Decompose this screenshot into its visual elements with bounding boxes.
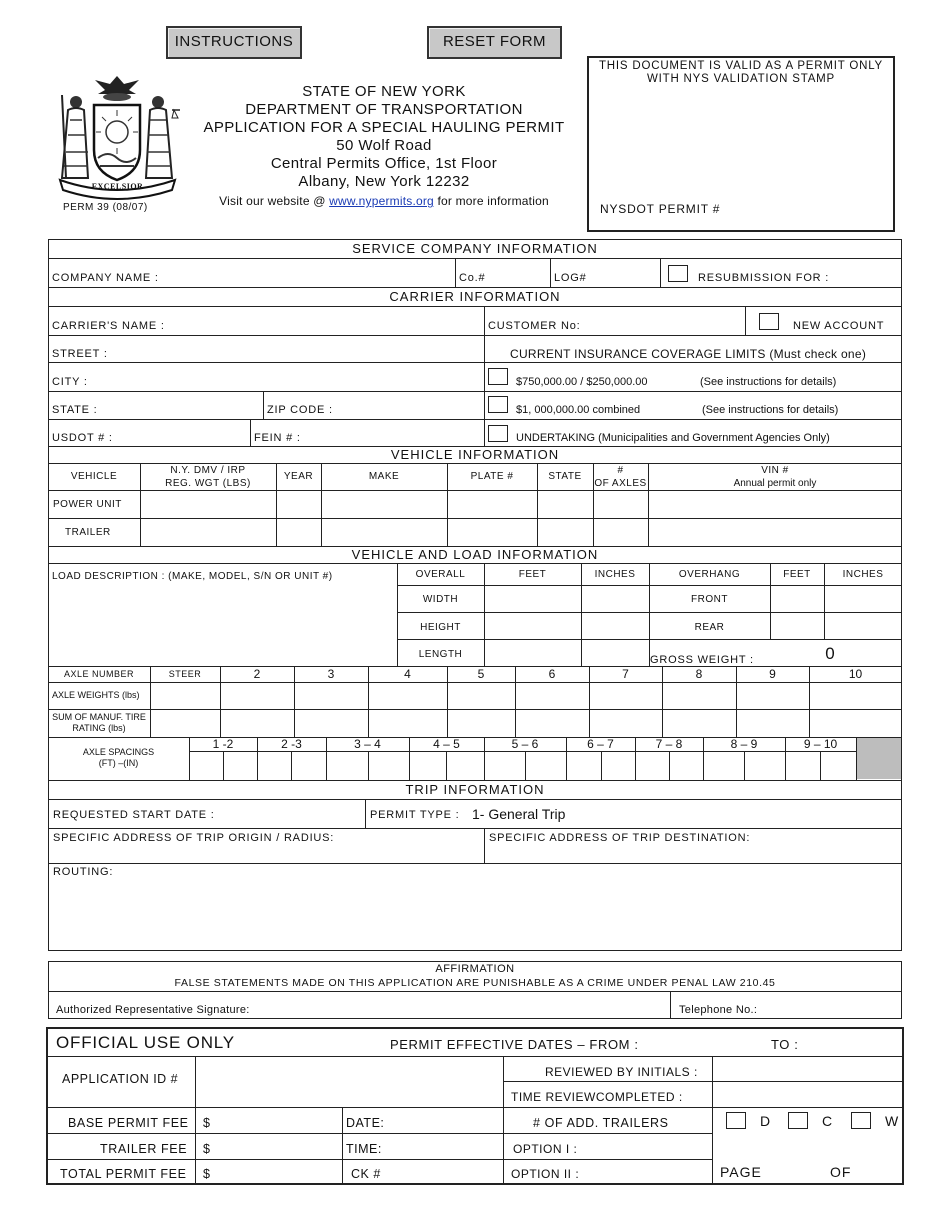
visit-suffix: for more information bbox=[433, 194, 549, 208]
axle-2: 2 bbox=[253, 667, 261, 681]
trailer-row-fields[interactable] bbox=[141, 519, 901, 546]
usdot-label: USDOT # : bbox=[52, 432, 113, 444]
width-feet-field[interactable] bbox=[485, 586, 580, 611]
customer-number-label: CUSTOMER No: bbox=[488, 320, 581, 332]
nysdot-permit-label: NYSDOT PERMIT # bbox=[600, 202, 721, 216]
tire-rating-fields[interactable] bbox=[151, 710, 901, 736]
col-plate: PLATE # bbox=[470, 471, 514, 482]
zip-code-field[interactable] bbox=[345, 394, 482, 418]
tire-rating-label-2: RATING (lbs) bbox=[72, 723, 126, 733]
review-completed-label: TIME REVIEWCOMPLETED : bbox=[511, 1090, 683, 1104]
log-number-field[interactable] bbox=[590, 262, 658, 286]
option-d-checkbox[interactable] bbox=[726, 1112, 746, 1129]
rear-inches-field[interactable] bbox=[825, 613, 901, 638]
option-d-label: D bbox=[760, 1113, 771, 1129]
vehicle-load-title: VEHICLE AND LOAD INFORMATION bbox=[351, 547, 599, 562]
axle-9: 9 bbox=[769, 667, 776, 681]
axle-number-label: AXLE NUMBER bbox=[63, 669, 135, 679]
axle-10: 10 bbox=[848, 667, 863, 681]
resubmission-checkbox[interactable] bbox=[668, 265, 688, 282]
street-label: STREET : bbox=[52, 348, 108, 360]
new-account-checkbox[interactable] bbox=[759, 313, 779, 330]
height-inches-field[interactable] bbox=[582, 613, 648, 638]
option-c-checkbox[interactable] bbox=[788, 1112, 808, 1129]
col-vin-1: VIN # bbox=[761, 465, 789, 476]
of-label: OF bbox=[830, 1164, 852, 1180]
row-trailer: TRAILER bbox=[65, 527, 111, 538]
street-field[interactable] bbox=[112, 338, 482, 362]
spacing-2-3: 2 -3 bbox=[281, 737, 302, 751]
col-dmv-2: REG. WGT (LBS) bbox=[165, 478, 251, 489]
rear-label: REAR bbox=[694, 622, 725, 633]
spacing-9-10: 9 – 10 bbox=[803, 737, 838, 751]
col-state: STATE bbox=[548, 471, 582, 482]
start-date-field[interactable] bbox=[222, 802, 362, 826]
reviewed-initials-label: REVIEWED BY INITIALS : bbox=[545, 1065, 698, 1079]
trailer-fee-dollar: $ bbox=[203, 1142, 210, 1156]
spacing-7-8: 7 – 8 bbox=[655, 737, 683, 751]
overhang-inches-header: INCHES bbox=[842, 569, 884, 580]
zip-code-label: ZIP CODE : bbox=[267, 404, 333, 416]
option-w-checkbox[interactable] bbox=[851, 1112, 871, 1129]
col-axles-1: # bbox=[617, 465, 624, 476]
fein-field[interactable] bbox=[305, 422, 482, 446]
trip-info-title: TRIP INFORMATION bbox=[405, 782, 545, 797]
routing-field[interactable] bbox=[52, 882, 898, 948]
spacing-3-4: 3 – 4 bbox=[354, 737, 381, 751]
length-inches-field[interactable] bbox=[582, 640, 648, 665]
axle-spacings-label-2: (FT) –(IN) bbox=[98, 758, 139, 768]
base-fee-dollar: $ bbox=[203, 1116, 210, 1130]
ck-label: CK # bbox=[351, 1167, 381, 1181]
insurance-1m-note: (See instructions for details) bbox=[702, 404, 839, 416]
width-label: WIDTH bbox=[422, 594, 459, 605]
resubmission-label: RESUBMISSION FOR : bbox=[698, 272, 830, 284]
load-description-field[interactable] bbox=[52, 585, 394, 663]
header-block bbox=[195, 83, 573, 210]
page-label: PAGE bbox=[720, 1164, 762, 1180]
form-id: PERM 39 (08/07) bbox=[63, 202, 148, 213]
start-date-label: REQUESTED START DATE : bbox=[53, 809, 215, 821]
carriers-name-field[interactable] bbox=[170, 309, 482, 333]
header-department: DEPARTMENT OF TRANSPORTATION bbox=[245, 101, 523, 118]
trailer-fee-label: TRAILER FEE bbox=[100, 1142, 188, 1156]
city-label: CITY : bbox=[52, 376, 88, 388]
col-dmv-1: N.Y. DMV / IRP bbox=[170, 465, 246, 476]
header-address-street: 50 Wolf Road bbox=[336, 137, 432, 154]
overhang-feet-header: FEET bbox=[783, 569, 811, 580]
height-feet-field[interactable] bbox=[485, 613, 580, 638]
insurance-750k-note: (See instructions for details) bbox=[700, 376, 837, 388]
seal-motto: EXCELSIOR bbox=[91, 182, 144, 191]
option-1-label: OPTION I : bbox=[513, 1142, 578, 1156]
permit-type-label: PERMIT TYPE : bbox=[370, 809, 460, 821]
col-make: MAKE bbox=[368, 471, 400, 482]
axle-weights-label: AXLE WEIGHTS (lbs) bbox=[52, 690, 140, 700]
height-label: HEIGHT bbox=[420, 622, 461, 633]
length-feet-field[interactable] bbox=[485, 640, 580, 665]
spacing-5-6: 5 – 6 bbox=[511, 737, 539, 751]
header-address-city: Albany, New York 12232 bbox=[298, 173, 470, 190]
col-vin-2: Annual permit only bbox=[733, 478, 817, 489]
option-w-label: W bbox=[885, 1113, 899, 1129]
feet-header: FEET bbox=[518, 569, 547, 580]
co-number-label: Co.# bbox=[459, 272, 486, 284]
insurance-750k-label: $750,000.00 / $250,000.00 bbox=[516, 376, 648, 388]
signature-label: Authorized Representative Signature: bbox=[56, 1004, 250, 1016]
date-label: DATE: bbox=[346, 1116, 385, 1130]
state-field[interactable] bbox=[105, 394, 261, 418]
length-label: LENGTH bbox=[418, 649, 463, 660]
axle-3: 3 bbox=[327, 667, 335, 681]
company-name-label: COMPANY NAME : bbox=[52, 272, 159, 284]
tire-rating-label-1: SUM OF MANUF. TIRE bbox=[52, 712, 146, 722]
routing-label: ROUTING: bbox=[53, 866, 114, 878]
spacing-8-9: 8 – 9 bbox=[730, 737, 758, 751]
customer-number-field[interactable] bbox=[585, 309, 743, 333]
instructions-button[interactable]: INSTRUCTIONS bbox=[166, 26, 302, 59]
total-fee-label: TOTAL PERMIT FEE bbox=[60, 1167, 187, 1181]
company-name-field[interactable] bbox=[160, 262, 455, 286]
carrier-info-title: CARRIER INFORMATION bbox=[389, 289, 561, 304]
load-description-label: LOAD DESCRIPTION : (MAKE, MODEL, S/N OR UNIT #) bbox=[52, 571, 333, 582]
axle-weights-fields[interactable] bbox=[151, 683, 901, 709]
header-address-office: Central Permits Office, 1st Floor bbox=[270, 155, 498, 172]
power-unit-row-fields[interactable] bbox=[141, 491, 901, 518]
axle-5: 5 bbox=[477, 667, 485, 681]
website-link[interactable]: www.nypermits.org bbox=[329, 194, 434, 208]
application-id-field[interactable] bbox=[198, 1060, 500, 1104]
axle-spacings-label-1: AXLE SPACINGS bbox=[82, 747, 155, 757]
col-axles-2: OF AXLES bbox=[594, 478, 647, 489]
to-label: TO : bbox=[771, 1037, 799, 1052]
undertaking-label: UNDERTAKING (Municipalities and Government Agencies Only) bbox=[516, 432, 830, 444]
stamp-line-1: THIS DOCUMENT IS VALID AS A PERMIT ONLY bbox=[598, 60, 884, 72]
service-company-title: SERVICE COMPANY INFORMATION bbox=[352, 241, 598, 256]
trip-origin-field[interactable] bbox=[52, 846, 480, 862]
spacing-1-2: 1 -2 bbox=[212, 737, 234, 751]
front-label: FRONT bbox=[691, 594, 728, 605]
overall-header: OVERALL bbox=[415, 569, 466, 580]
new-account-label: NEW ACCOUNT bbox=[793, 320, 885, 332]
time-label: TIME: bbox=[346, 1142, 382, 1156]
option-c-label: C bbox=[822, 1113, 833, 1129]
visit-prefix: Visit our website @ bbox=[219, 194, 330, 208]
overhang-header: OVERHANG bbox=[678, 569, 741, 580]
stamp-line-2: WITH NYS VALIDATION STAMP bbox=[646, 73, 836, 85]
header-visit-line bbox=[195, 192, 573, 210]
insurance-title: CURRENT INSURANCE COVERAGE LIMITS (Must check one) bbox=[510, 347, 867, 361]
header-state: STATE OF NEW YORK bbox=[302, 83, 466, 100]
city-field[interactable] bbox=[95, 366, 482, 390]
state-label: STATE : bbox=[52, 404, 98, 416]
total-fee-dollar: $ bbox=[203, 1167, 210, 1181]
col-vehicle: VEHICLE bbox=[70, 471, 118, 482]
spacing-4-5: 4 – 5 bbox=[433, 737, 460, 751]
co-number-field[interactable] bbox=[490, 262, 548, 286]
front-feet-field[interactable] bbox=[771, 586, 823, 611]
axle-7: 7 bbox=[622, 667, 629, 681]
row-power-unit: POWER UNIT bbox=[53, 499, 122, 510]
signature-field[interactable] bbox=[265, 994, 665, 1017]
base-fee-label: BASE PERMIT FEE bbox=[68, 1116, 189, 1130]
log-number-label: LOG# bbox=[554, 272, 587, 284]
trip-destination-label: SPECIFIC ADDRESS OF TRIP DESTINATION: bbox=[489, 832, 751, 844]
col-year: YEAR bbox=[283, 471, 314, 482]
rear-feet-field[interactable] bbox=[771, 613, 823, 638]
insurance-750k-checkbox[interactable] bbox=[488, 368, 508, 385]
telephone-field[interactable] bbox=[770, 994, 900, 1017]
gross-weight-label: GROSS WEIGHT : bbox=[650, 654, 754, 666]
axle-4: 4 bbox=[404, 667, 411, 681]
nys-seal-logo bbox=[50, 70, 185, 202]
insurance-1m-checkbox[interactable] bbox=[488, 396, 508, 413]
trip-origin-label: SPECIFIC ADDRESS OF TRIP ORIGIN / RADIUS: bbox=[53, 832, 335, 844]
fein-label: FEIN # : bbox=[254, 432, 301, 444]
validation-stamp-box bbox=[587, 56, 895, 232]
usdot-field[interactable] bbox=[120, 422, 248, 446]
reset-form-button[interactable]: RESET FORM bbox=[427, 26, 562, 59]
front-inches-field[interactable] bbox=[825, 586, 901, 611]
axle-spacing-fields[interactable] bbox=[190, 752, 855, 779]
undertaking-checkbox[interactable] bbox=[488, 425, 508, 442]
axle-6: 6 bbox=[548, 667, 556, 681]
axle-8: 8 bbox=[695, 667, 703, 681]
option-2-label: OPTION II : bbox=[511, 1167, 580, 1181]
vehicle-info-title: VEHICLE INFORMATION bbox=[390, 447, 560, 462]
application-id-label: APPLICATION ID # bbox=[62, 1072, 179, 1086]
header-form-title: APPLICATION FOR A SPECIAL HAULING PERMIT bbox=[203, 119, 565, 136]
affirmation-title: AFFIRMATION bbox=[435, 963, 515, 975]
telephone-label: Telephone No.: bbox=[679, 1004, 758, 1016]
effective-dates-label: PERMIT EFFECTIVE DATES – FROM : bbox=[390, 1037, 639, 1052]
spacing-6-7: 6 – 7 bbox=[587, 737, 614, 751]
insurance-1m-label: $1, 000,000.00 combined bbox=[516, 404, 641, 416]
affirmation-statement: FALSE STATEMENTS MADE ON THIS APPLICATION ARE PUNISHABLE AS A CRIME UNDER PENAL LAW 210.45 bbox=[174, 977, 776, 989]
trip-destination-field[interactable] bbox=[489, 846, 899, 862]
steer-label: STEER bbox=[168, 669, 202, 679]
spacing-shaded-cell bbox=[856, 738, 901, 779]
permit-type-select[interactable]: 1- General Trip bbox=[472, 806, 566, 822]
carriers-name-label: CARRIER'S NAME : bbox=[52, 320, 165, 332]
official-use-title: OFFICIAL USE ONLY bbox=[56, 1033, 235, 1052]
inches-header: INCHES bbox=[594, 569, 636, 580]
add-trailers-label: # OF ADD. TRAILERS bbox=[533, 1116, 669, 1130]
width-inches-field[interactable] bbox=[582, 586, 648, 611]
gross-weight-value[interactable]: 0 bbox=[825, 644, 835, 663]
